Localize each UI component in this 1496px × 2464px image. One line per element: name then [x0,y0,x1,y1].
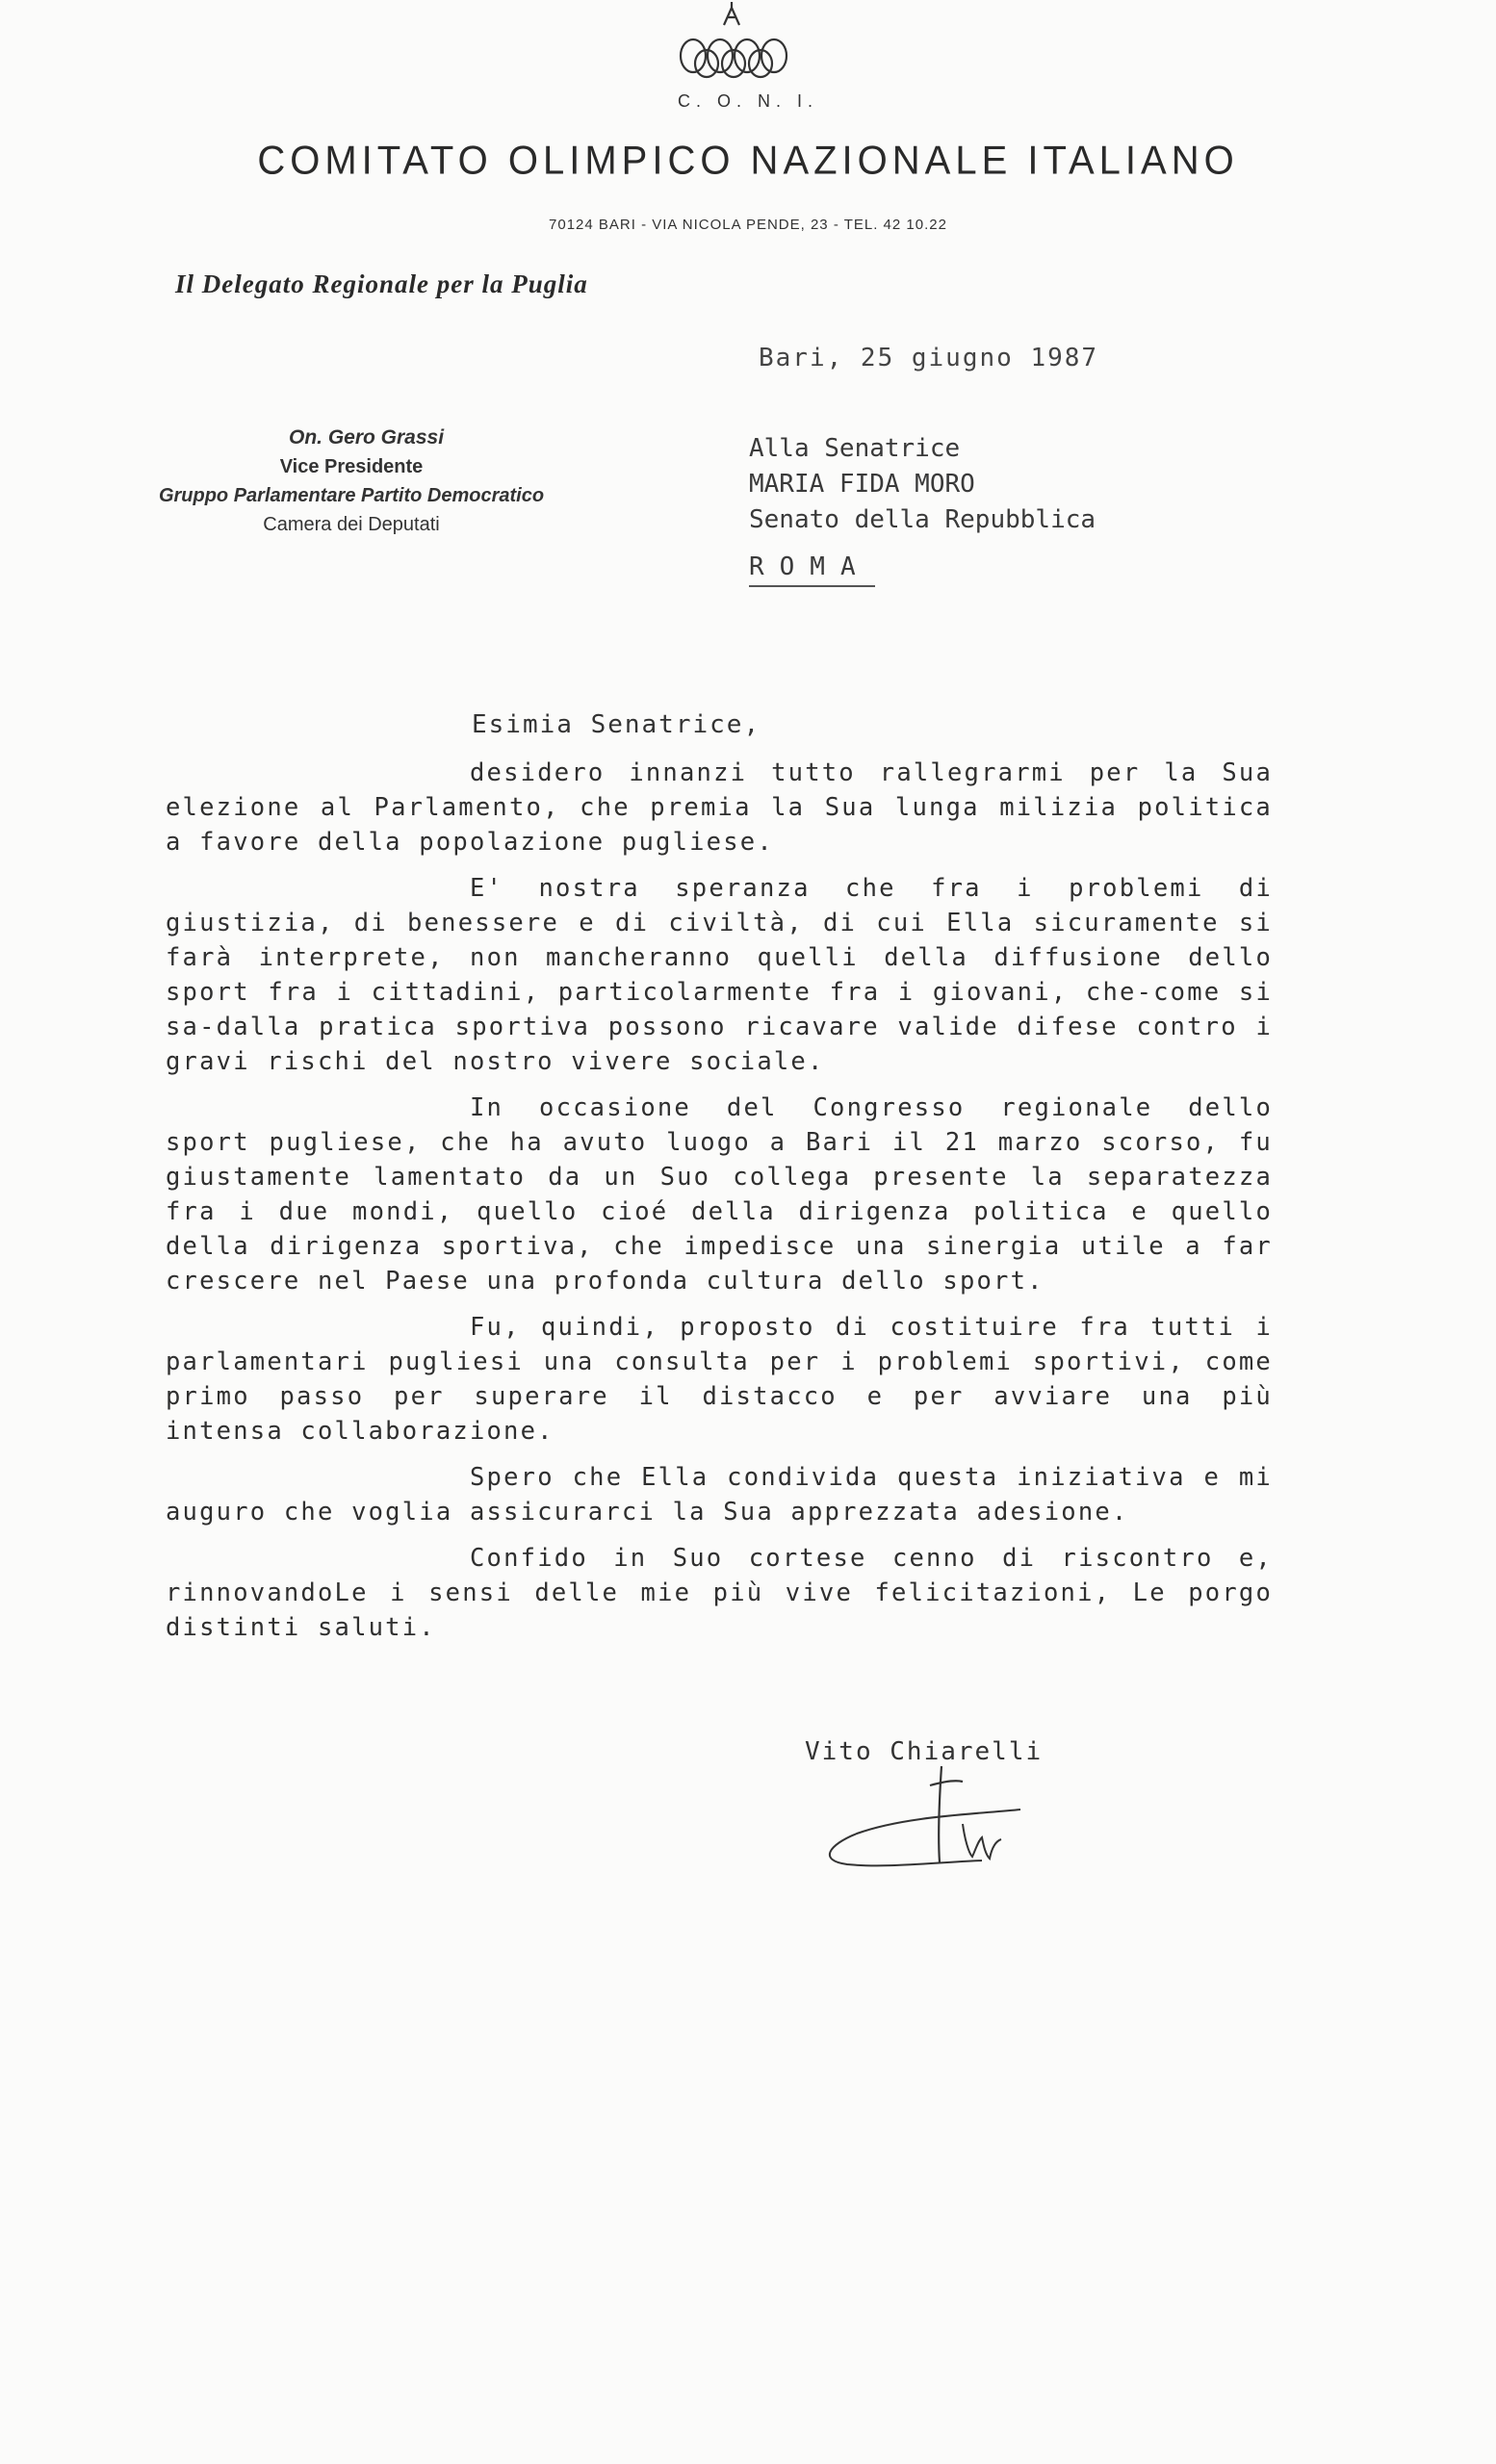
paragraph-3: In occasione del Congresso regionale dello sport pugliese, che ha avuto luogo a Bari il 21 marzo scorso, fu giustamente lamentato da un Suo collega presente la separatezza fra i due mondi, quello cioé della dirigenza politica e quello della dirigenza sportiva, che impedisce una sinergia utile a far crescere nel Paese una profonda cultura dello sport. [166,1093,1273,1296]
paragraph-5: Spero che Ella condivida questa iniziativa e mi auguro che voglia assicurarci la Sua apprezzata adesione. [166,1463,1273,1527]
recipient-line-1: Alla Senatrice [749,434,961,463]
paragraph-6: Confido in Suo cortese cenno di riscontro e, rinnovandoLe i sensi delle mie più vive felicitazioni, Le porgo distinti saluti. [166,1544,1273,1642]
recipient-city: ROMA [749,550,875,587]
handwritten-signature [799,1757,1040,1882]
deputy-stamp [125,424,578,539]
organization-address: 70124 BARI - VIA NICOLA PENDE, 23 - TEL. 42 10.22 [549,217,947,233]
delegate-title: Il Delegato Regionale per la Puglia [175,270,588,298]
coni-abbreviation: C. O. N. I. [677,91,818,111]
letter-body [166,756,1273,1645]
stamp-group: Gruppo Parlamentare Partito Democratico [158,485,545,506]
recipient-block [749,431,1096,587]
stamp-role: Vice Presidente [279,456,424,477]
organization-name: COMITATO OLIMPICO NAZIONALE ITALIANO [257,138,1239,184]
signatory-name: Vito Chiarelli [805,1737,1044,1766]
paragraph-4: Fu, quindi, proposto di costituire fra tutti i parlamentari pugliesi una consulta per i problemi sportivi, come primo passo per superare il distacco e per avviare una più intensa collaborazione. [166,1313,1273,1446]
letter-date: Bari, 25 giugno 1987 [759,344,1099,372]
paragraph-1: desidero innanzi tutto rallegrarmi per la Sua elezione al Parlamento, che premia la Sua lunga milizia politica a favore della popolazione pugliese. [166,758,1273,857]
stamp-chamber: Camera dei Deputati [263,514,440,535]
salutation: Esimia Senatrice, [472,710,761,739]
stamp-name: On. Gero Grassi [289,426,445,449]
recipient-line-2: MARIA FIDA MORO [749,470,975,499]
olympic-rings-logo [664,0,799,96]
recipient-line-3: Senato della Repubblica [749,505,1096,534]
paragraph-2: E' nostra speranza che fra i problemi di giustizia, di benessere e di civiltà, di cui Ella sicuramente si farà interprete, non mancheranno quelli della diffusione dello sport fra i cittadini, particolarmente fra i giovani, che-come si sa-dalla pratica sportiva possono ricavare valide difese contro i gravi rischi del nostro vivere sociale. [166,874,1273,1076]
